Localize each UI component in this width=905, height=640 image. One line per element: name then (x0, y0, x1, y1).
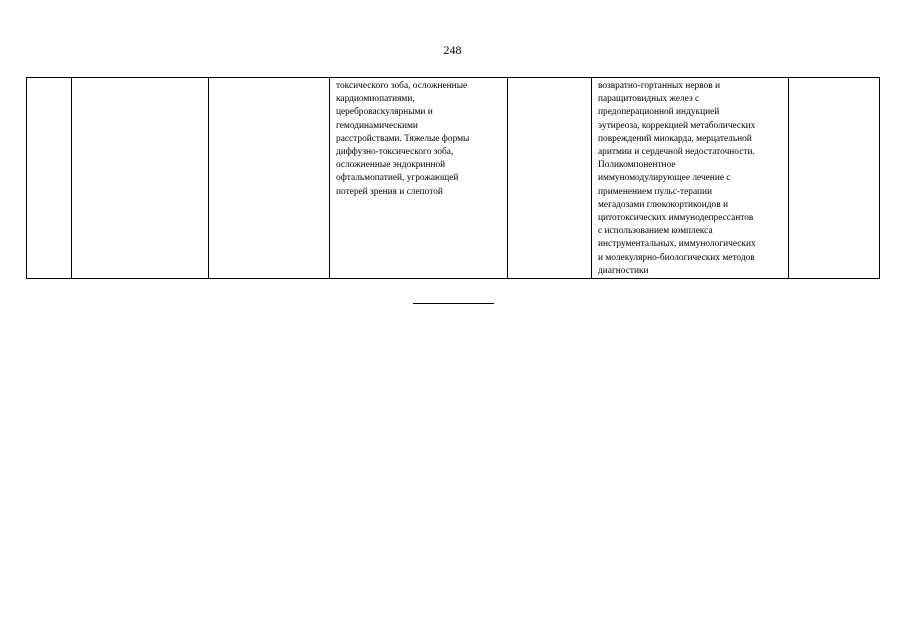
text-line: применением пульс-терапии (598, 186, 713, 197)
medical-care-table (26, 77, 880, 279)
text-line: гемодинамическими (336, 120, 418, 131)
text-line: токсического зоба, осложненные (336, 81, 468, 91)
text-line: иммуномодулирующее лечение с (598, 173, 731, 184)
text-line: осложненные эндокринной (336, 160, 446, 171)
text-line: диффузно-токсического зоба, (336, 147, 454, 158)
cell-code (209, 78, 330, 279)
text-line: цитотоксических иммунодепрессантов (598, 213, 754, 224)
text-line: повреждений миокарда, мерцательной (598, 133, 752, 144)
text-line: эутиреоза, коррекцией метаболических (598, 120, 756, 131)
page-number: 248 (443, 43, 462, 57)
text-line: цереброваскулярными и (336, 107, 433, 118)
text-line: предоперационной индукцией (598, 107, 720, 118)
table-row (27, 78, 880, 279)
text-line: возвратно-гортанных нервов и (598, 81, 721, 91)
cell-treatment-method (592, 78, 789, 279)
text-line: расстройствами. Тяжелые формы (336, 133, 470, 144)
text-line: Поликомпонентное (598, 160, 676, 171)
cell-number (27, 78, 72, 279)
cell-profile (72, 78, 209, 279)
text-line: с использованием комплекса (598, 226, 713, 237)
text-line: инструментальных, иммунологических (598, 239, 756, 250)
text-line: кардиомиопатиями, (336, 94, 415, 105)
cell-patient-model (330, 78, 508, 279)
text-line: мегадозами глюкокортикоидов и (598, 199, 729, 210)
cell-treatment-type (508, 78, 592, 279)
text-line: паращитовидных желез с (598, 94, 700, 105)
text-line: офтальмопатией, угрожающей (336, 173, 459, 184)
text-line: потерей зрения и слепотой (336, 186, 443, 197)
text-line: аритмии и сердечной недостаточности. (598, 147, 755, 158)
text-line: диагностики (598, 265, 649, 276)
footnote-divider (413, 303, 494, 304)
cell-cost (789, 78, 880, 279)
text-line: и молекулярно-биологических методов (598, 252, 755, 263)
